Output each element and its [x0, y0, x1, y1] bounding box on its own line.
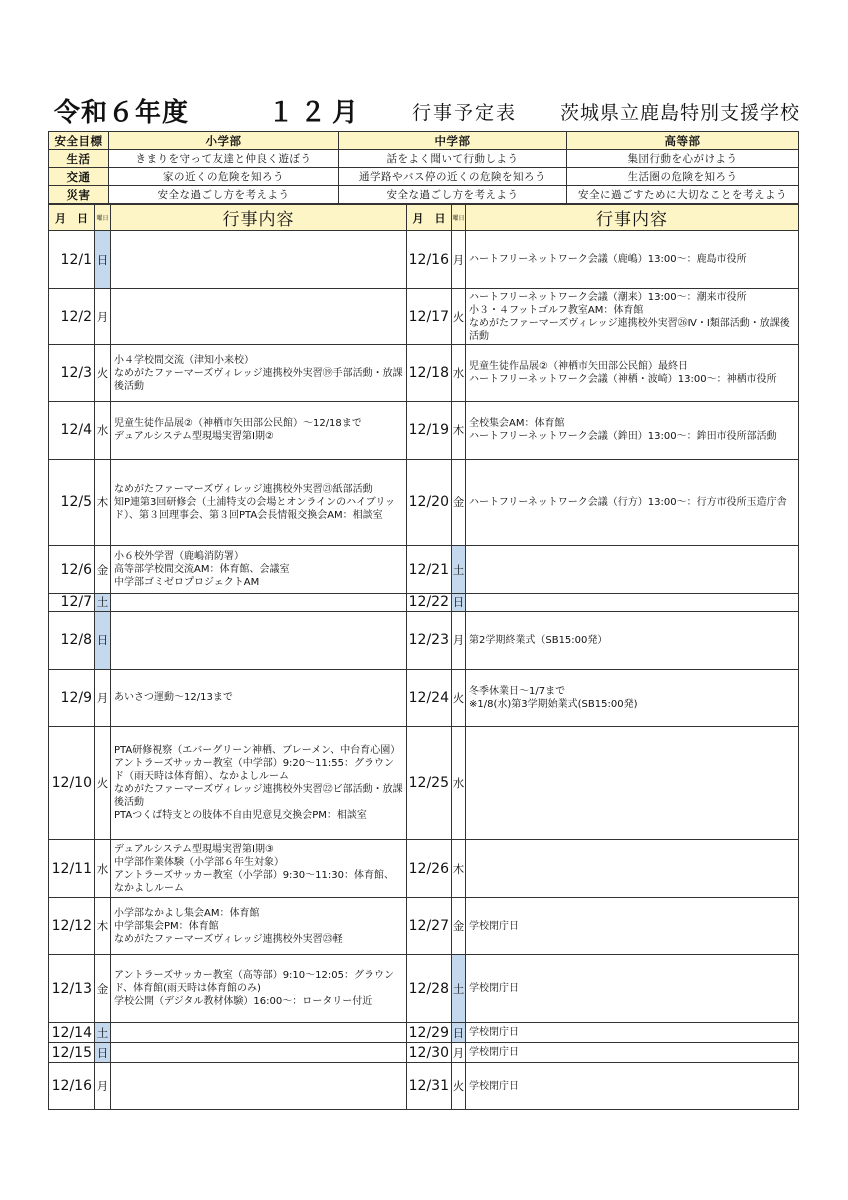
event-content [111, 593, 407, 611]
event-content [466, 955, 799, 1023]
event-date: 12/31 [407, 1063, 452, 1110]
event-day-of-week: 土 [452, 546, 466, 593]
event-line: 知P連第3回研修会（土浦特支の会場とオンラインのハイブリッド）、第３回理事会、第３回PTA会長情報交換会AM：相談室 [114, 496, 395, 521]
event-row [49, 231, 799, 289]
event-date: 12/6 [49, 546, 95, 593]
goals-header-row [49, 132, 799, 150]
event-line: 小３・４フットゴルフ教室AM：体育館 [469, 304, 644, 316]
event-content [111, 955, 407, 1023]
event-day-of-week: 金 [95, 546, 111, 593]
event-date: 12/2 [49, 288, 95, 345]
event-date: 12/18 [407, 345, 452, 402]
event-line: なめがたファーマーズヴィレッジ連携校外実習⑲手部活動・放課後活動 [114, 367, 403, 392]
event-content [111, 288, 407, 345]
event-content [111, 546, 407, 593]
goals-header-junior: 中学部 [339, 132, 567, 150]
event-line: 全校集会AM：体育館 [469, 418, 565, 430]
event-line: 学校閉庁日 [469, 920, 519, 932]
event-line: あいさつ運動～12/13まで [114, 692, 233, 704]
event-row [49, 401, 799, 459]
event-line: 児童生徒作品展②（神栖市矢田部公民館）～12/18まで [114, 418, 362, 430]
goal-label: 交通 [49, 168, 109, 186]
event-content [111, 401, 407, 459]
event-content [466, 593, 799, 611]
event-day-of-week: 土 [95, 593, 111, 611]
goal-senior: 集団行動を心がけよう [567, 150, 799, 168]
event-content [111, 345, 407, 402]
event-line: 小学部なかよし集会AM：体育館 [114, 907, 260, 919]
event-day-of-week: 月 [95, 1063, 111, 1110]
event-date: 12/7 [49, 593, 95, 611]
event-day-of-week: 金 [452, 459, 466, 546]
event-day-of-week: 木 [452, 840, 466, 898]
event-day-of-week: 月 [452, 1043, 466, 1063]
safety-goals-table [48, 131, 799, 204]
event-day-of-week: 土 [452, 955, 466, 1023]
event-content [466, 231, 799, 289]
header-content: 行事内容 [466, 205, 799, 231]
header-month-day: 月 日 [407, 205, 452, 231]
event-content [466, 459, 799, 546]
event-date: 12/24 [407, 669, 452, 727]
event-date: 12/11 [49, 840, 95, 898]
header-month-day: 月 日 [49, 205, 95, 231]
goal-elementary: 家の近くの危険を知ろう [109, 168, 339, 186]
event-line: ハートフリーネットワーク会議（神栖・波崎）13:00～：神栖市役所 [469, 374, 777, 386]
event-date: 12/27 [407, 897, 452, 955]
event-content [111, 612, 407, 670]
event-date: 12/21 [407, 546, 452, 593]
event-line: 学校閉庁日 [469, 1047, 519, 1059]
event-day-of-week: 火 [452, 669, 466, 727]
event-content [111, 1043, 407, 1063]
events-header-row [49, 205, 799, 231]
event-day-of-week: 木 [452, 401, 466, 459]
event-line: なめがたファーマーズヴィレッジ連携校外実習㉖Ⅳ・Ⅰ類部活動・放課後活動 [469, 317, 790, 342]
event-line: なめがたファーマーズヴィレッジ連携校外実習㉓軽 [114, 933, 343, 945]
event-line: ハートフリーネットワーク会議（行方）13:00～：行方市役所玉造庁舎 [469, 496, 787, 508]
event-date: 12/1 [49, 231, 95, 289]
event-line: 小６校外学習（鹿嶋消防署） [114, 551, 244, 563]
event-line: アントラーズサッカー教室（中学部）9:20～11:55：グラウンド（雨天時は体育館）、なかよしルーム [114, 758, 394, 783]
goals-row-traffic [49, 168, 799, 186]
page-header [48, 92, 800, 128]
event-date: 12/16 [407, 231, 452, 289]
event-date: 12/10 [49, 727, 95, 840]
event-line: ハートフリーネットワーク会議（鉾田）13:00～：鉾田市役所部活動 [469, 431, 777, 443]
event-line: なめがたファーマーズヴィレッジ連携校外実習㉑紙部活動 [114, 483, 373, 495]
event-content [111, 231, 407, 289]
event-line: PTAつくば特支との肢体不自由児意見交換会PM：相談室 [114, 810, 367, 822]
event-day-of-week: 月 [452, 231, 466, 289]
event-content [111, 897, 407, 955]
event-line: 第2学期終業式（SB15:00発） [469, 634, 608, 646]
event-row [49, 345, 799, 402]
event-line: 児童生徒作品展②（神栖市矢田部公民館）最終日 [469, 361, 688, 373]
event-date: 12/9 [49, 669, 95, 727]
goal-senior: 生活圏の危険を知ろう [567, 168, 799, 186]
event-content [466, 727, 799, 840]
event-line: 高等部学校間交流AM：体育館、会議室 [114, 564, 290, 576]
goal-senior: 安全に過ごすために大切なことを考えよう [567, 186, 799, 204]
document-title: 行事予定表 [412, 102, 518, 124]
header-content: 行事内容 [111, 205, 407, 231]
event-day-of-week: 金 [452, 897, 466, 955]
event-day-of-week: 金 [95, 955, 111, 1023]
event-content [466, 897, 799, 955]
event-content [466, 288, 799, 345]
event-line: 学校公開（デジタル教材体験）16:00～：ロータリー付近 [114, 996, 373, 1008]
event-content [111, 459, 407, 546]
event-content [466, 401, 799, 459]
school-name: 茨城県立鹿島特別支援学校 [560, 102, 801, 124]
goal-label: 災害 [49, 186, 109, 204]
event-row [49, 546, 799, 593]
goal-label: 生活 [49, 150, 109, 168]
event-date: 12/30 [407, 1043, 452, 1063]
event-line: 学校閉庁日 [469, 983, 519, 995]
event-day-of-week: 日 [452, 593, 466, 611]
era-year: 令和６年度 [54, 98, 190, 128]
month-title: １２月 [268, 98, 365, 128]
event-row [49, 840, 799, 898]
event-day-of-week: 日 [95, 1043, 111, 1063]
event-content [111, 1063, 407, 1110]
event-line: アントラーズサッカー教室（高等部）9:10～12:05：グラウンド、体育館(雨天時は体育館のみ) [114, 970, 394, 995]
event-day-of-week: 日 [95, 612, 111, 670]
event-content [111, 669, 407, 727]
event-content [466, 1043, 799, 1063]
event-date: 12/17 [407, 288, 452, 345]
event-line: デュアルシステム型現場実習第Ⅰ期③ [114, 843, 274, 855]
event-line: アントラーズサッカー教室（小学部）9:30～11:30：体育館、なかよしルーム [114, 869, 394, 894]
event-line: 小４学校間交流（津知小来校） [114, 354, 254, 366]
event-day-of-week: 火 [452, 288, 466, 345]
event-date: 12/25 [407, 727, 452, 840]
goal-junior: 通学路やバス停の近くの危険を知ろう [339, 168, 567, 186]
event-day-of-week: 火 [95, 727, 111, 840]
event-date: 12/3 [49, 345, 95, 402]
event-line: 中学部作業体験（小学部６年生対象） [114, 856, 284, 868]
event-date: 12/12 [49, 897, 95, 955]
event-day-of-week: 土 [95, 1023, 111, 1043]
event-day-of-week: 水 [95, 401, 111, 459]
event-date: 12/15 [49, 1043, 95, 1063]
event-day-of-week: 木 [95, 459, 111, 546]
goal-elementary: 安全な過ごし方を考えよう [109, 186, 339, 204]
event-day-of-week: 水 [95, 840, 111, 898]
event-date: 12/28 [407, 955, 452, 1023]
event-row [49, 669, 799, 727]
event-line: なめがたファーマーズヴィレッジ連携校外実習㉒ビ部活動・放課後活動 [114, 784, 403, 809]
event-date: 12/16 [49, 1063, 95, 1110]
event-line: デュアルシステム型現場実習第Ⅰ期② [114, 431, 274, 443]
event-line: 学校閉庁日 [469, 1027, 519, 1039]
event-content [111, 1023, 407, 1043]
event-row [49, 612, 799, 670]
event-date: 12/29 [407, 1023, 452, 1043]
event-day-of-week: 水 [452, 727, 466, 840]
event-day-of-week: 月 [95, 669, 111, 727]
event-line: 学校閉庁日 [469, 1080, 519, 1092]
event-line: 中学部ゴミゼロプロジェクトAM [114, 577, 260, 589]
event-day-of-week: 木 [95, 897, 111, 955]
event-row [49, 955, 799, 1023]
event-row [49, 459, 799, 546]
goals-header-senior: 高等部 [567, 132, 799, 150]
event-day-of-week: 火 [452, 1063, 466, 1110]
event-line: ※1/8(水)第3学期始業式(SB15:00発) [469, 698, 638, 710]
goals-row-disaster [49, 186, 799, 204]
event-line: 中学部集会PM：体育館 [114, 920, 219, 932]
event-date: 12/5 [49, 459, 95, 546]
goals-row-life [49, 150, 799, 168]
event-day-of-week: 日 [452, 1023, 466, 1043]
event-day-of-week: 日 [95, 231, 111, 289]
event-content [111, 727, 407, 840]
event-row [49, 727, 799, 840]
event-date: 12/13 [49, 955, 95, 1023]
goals-header-elementary: 小学部 [109, 132, 339, 150]
goal-elementary: きまりを守って友達と仲良く遊ぼう [109, 150, 339, 168]
event-date: 12/20 [407, 459, 452, 546]
event-date: 12/4 [49, 401, 95, 459]
event-row [49, 897, 799, 955]
event-content [466, 612, 799, 670]
event-row [49, 1063, 799, 1110]
event-day-of-week: 月 [95, 288, 111, 345]
goals-header-label: 安全目標 [49, 132, 109, 150]
event-content [466, 1023, 799, 1043]
event-content [466, 546, 799, 593]
event-day-of-week: 月 [452, 612, 466, 670]
header-dow: 曜日 [452, 205, 466, 231]
event-line: 冬季休業日～1/7まで [469, 685, 566, 697]
event-line: ハートフリーネットワーク会議（鹿嶋）13:00～：鹿島市役所 [469, 254, 747, 266]
event-date: 12/23 [407, 612, 452, 670]
event-date: 12/19 [407, 401, 452, 459]
goal-junior: 話をよく聞いて行動しよう [339, 150, 567, 168]
goal-junior: 安全な過ごし方を考えよう [339, 186, 567, 204]
event-content [111, 840, 407, 898]
event-row [49, 1023, 799, 1043]
events-table [48, 204, 799, 1110]
event-content [466, 669, 799, 727]
event-content [466, 840, 799, 898]
event-date: 12/8 [49, 612, 95, 670]
event-row [49, 593, 799, 611]
event-day-of-week: 火 [95, 345, 111, 402]
event-row [49, 1043, 799, 1063]
event-date: 12/26 [407, 840, 452, 898]
event-date: 12/22 [407, 593, 452, 611]
header-dow: 曜日 [95, 205, 111, 231]
event-date: 12/14 [49, 1023, 95, 1043]
event-row [49, 288, 799, 345]
event-line: ハートフリーネットワーク会議（潮来）13:00～：潮来市役所 [469, 291, 747, 303]
event-day-of-week: 水 [452, 345, 466, 402]
event-content [466, 1063, 799, 1110]
event-content [466, 345, 799, 402]
event-line: PTA研修視察（エバーグリーン神栖、ブレーメン、中台育心園） [114, 745, 401, 757]
